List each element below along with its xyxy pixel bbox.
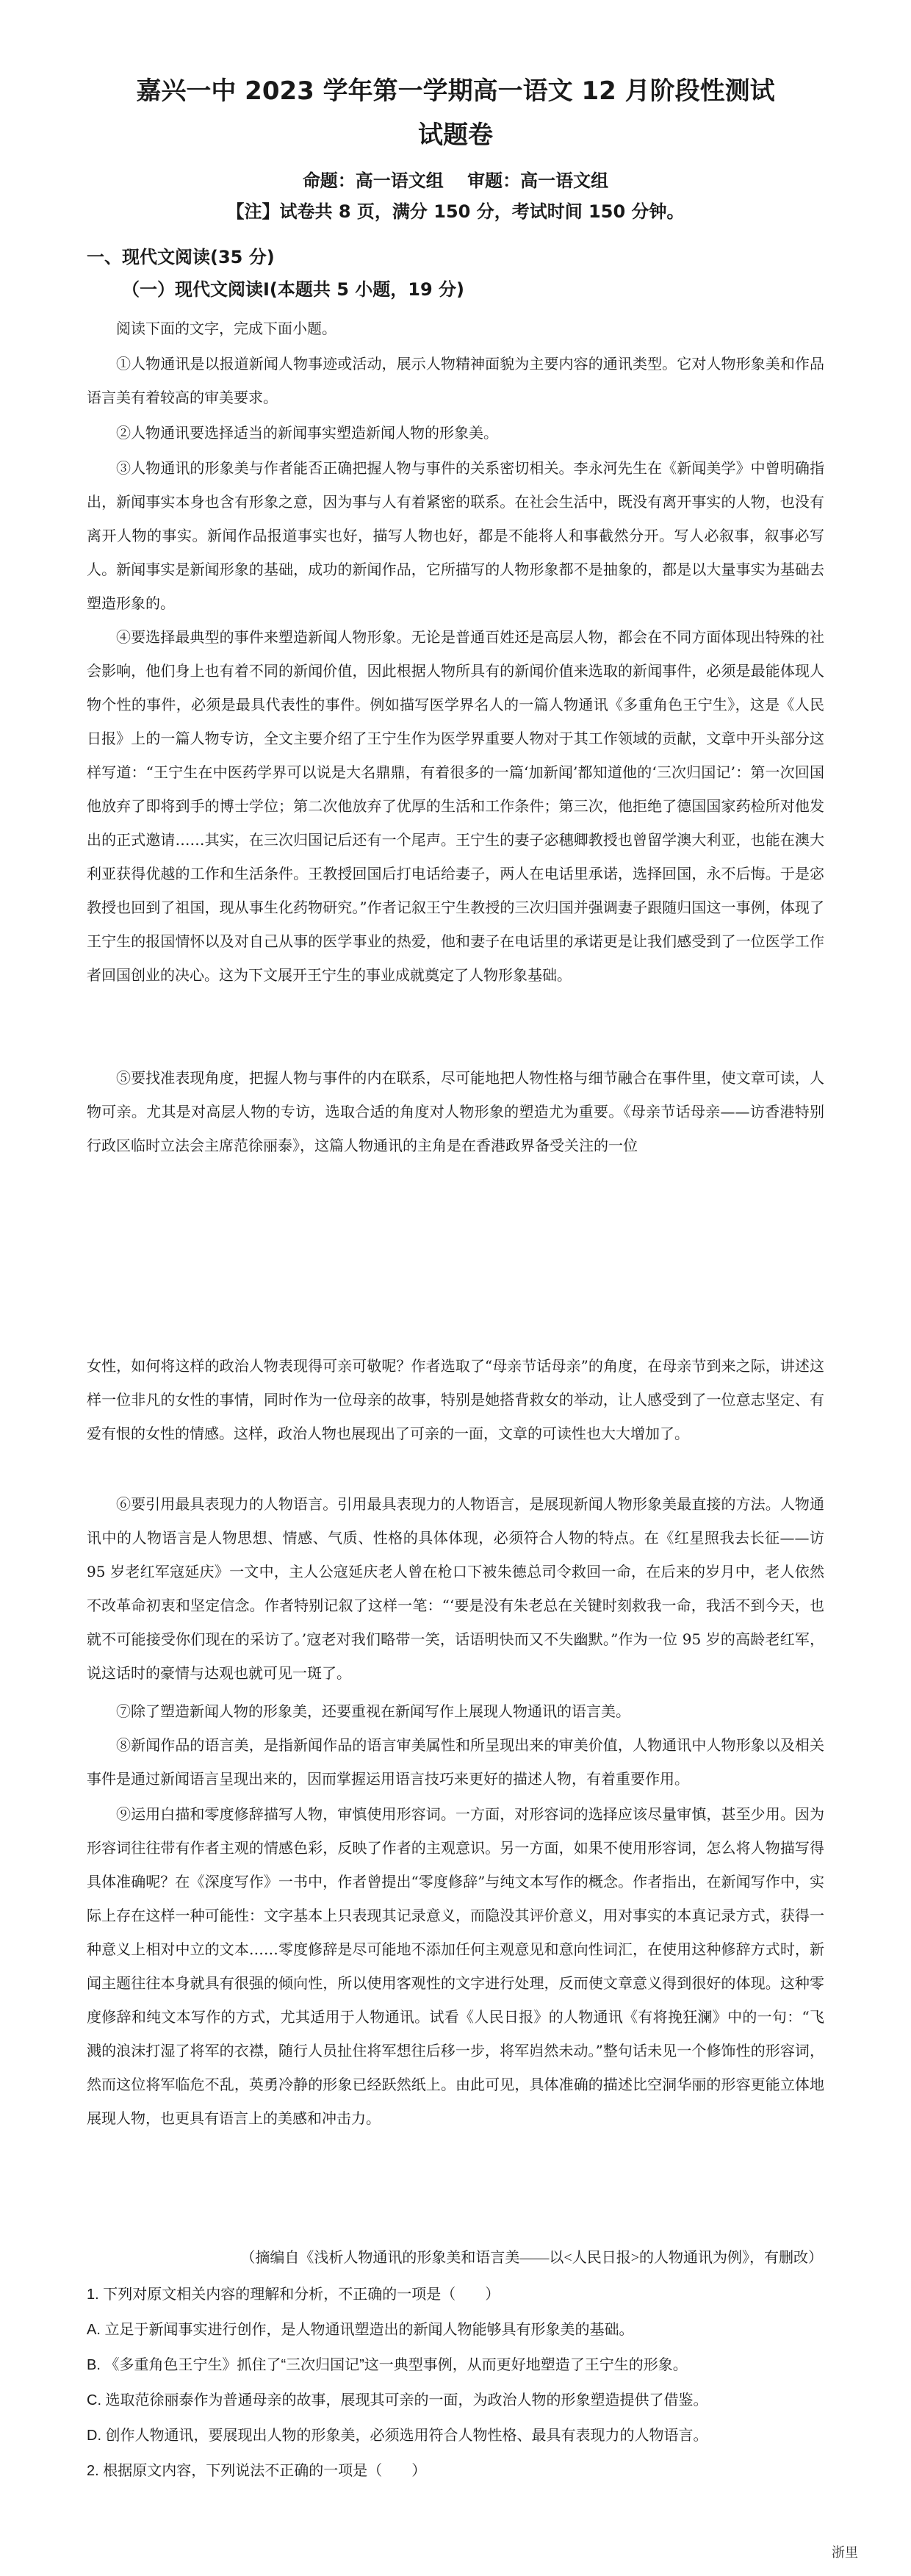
question-1-option-c: C. 选取范徐丽泰作为普通母亲的故事，展现其可亲的一面，为政治人物的形象塑造提供了借鉴。 [87,2392,708,2408]
passage-paragraph-5b: 女性，如何将这样的政治人物表现得可亲可敬呢？作者选取了“母亲节话母亲”的角度，在母亲节到来之际，讲述这样一位非凡的女性的事情，同时作为一位母亲的故事，特别是她搭背救女的举动，让人感受到了一位意志坚定、有爱有恨的女性的情感。这样，政治人物也展现出了可亲的一面，文章的可读性也大大增加了。 [87,1357,824,1442]
passage-paragraph-6: ⑥要引用最具表现力的人物语言。引用最具表现力的人物语言，是展现新闻人物形象美最直接的方法。人物通讯中的人物语言是人物思想、情感、气质、性格的具体体现，必须符合人物的特点。在《红星照我去长征——访 95 岁老红军寇延庆》一文中，主人公寇延庆老人曾在枪口下被朱德总司令救回一命，在后来的岁月中，老人依然不改革命初衷和坚定信念。作者特别记叙了这样一笔：“‘要是没有朱老总在关键时刻救我一命，我活不到今天，也就不可能接受你们现在的采访了。’寇老对我们略带一笑，话语明快而又不失幽默。”作为一位 95 岁的高龄老红军，说这话时的豪情与达观也就可见一斑了。 [87,1495,824,1682]
exam-title: 嘉兴一中 2023 学年第一学期高一语文 12 月阶段性测试 [136,76,775,106]
passage-paragraph-1: ①人物通讯是以报道新闻人物事迹或活动，展示人物精神面貌为主要内容的通讯类型。它对人物形象美和作品语言美有着较高的审美要求。 [87,355,824,406]
exam-authors: 命题：高一语文组 审题：高一语文组 [302,170,609,191]
footer-watermark: 浙里 [832,2545,858,2561]
passage-paragraph-2: ②人物通讯要选择适当的新闻事实塑造新闻人物的形象美。 [116,424,498,442]
passage-paragraph-7: ⑦除了塑造新闻人物的形象美，还要重视在新闻写作上展现人物通讯的语言美。 [116,1702,630,1720]
passage-source: （摘编自《浅析人物通讯的形象美和语言美——以<人民日报>的人物通讯为例》，有删改） [240,2250,823,2266]
exam-note: 【注】试卷共 8 页，满分 150 分，考试时间 150 分钟。 [226,201,685,222]
section-heading: 一、现代文阅读(35 分) [87,247,275,267]
question-1-stem: 1. 下列对原文相关内容的理解和分析，不正确的一项是（ ） [87,2287,500,2303]
passage-instruction: 阅读下面的文字，完成下面小题。 [116,320,336,337]
question-1-option-b: B. 《多重角色王宁生》抓住了“三次归国记”这一典型事例，从而更好地塑造了王宁生的形象。 [87,2357,688,2373]
subsection-heading: （一）现代文阅读Ⅰ(本题共 5 小题，19 分) [122,279,465,300]
question-1-option-d: D. 创作人物通讯，要展现出人物的形象美，必须选用符合人物性格、最具有表现力的人物语言。 [87,2428,708,2444]
exam-subtitle: 试题卷 [418,120,493,150]
passage-paragraph-5a: ⑤要找准表现角度，把握人物与事件的内在联系，尽可能地把人物性格与细节融合在事件里，使文章可读，人物可亲。尤其是对高层人物的专访，选取合适的角度对人物形象的塑造尤为重要。《母亲节话母亲——访香港特别行政区临时立法会主席范徐丽泰》，这篇人物通讯的主角是在香港政界备受关注的一位 [87,1069,824,1154]
passage-paragraph-8: ⑧新闻作品的语言美，是指新闻作品的语言审美属性和所呈现出来的审美价值，人物通讯中人物形象以及相关事件是通过新闻语言呈现出来的，因而掌握运用语言技巧来更好的描述人物，有着重要作用。 [87,1736,824,1788]
question-2-stem: 2. 根据原文内容，下列说法不正确的一项是（ ） [87,2463,427,2479]
passage-paragraph-3: ③人物通讯的形象美与作者能否正确把握人物与事件的关系密切相关。李永河先生在《新闻美学》中曾明确指出，新闻事实本身也含有形象之意，因为事与人有着紧密的联系。在社会生活中，既没有离开事实的人物，也没有离开人物的事实。新闻作品报道事实也好，描写人物也好，都是不能将人和事截然分开。写人必叙事，叙事必写人。新闻事实是新闻形象的基础，成功的新闻作品，它所描写的人物形象都不是抽象的，都是以大量事实为基础去塑造形象的。 [87,459,824,612]
passage-paragraph-9: ⑨运用白描和零度修辞描写人物，审慎使用形容词。一方面，对形容词的选择应该尽量审慎，甚至少用。因为形容词往往带有作者主观的情感色彩，反映了作者的主观意识。另一方面，如果不使用形容词，怎么将人物描写得具体准确呢？在《深度写作》一书中，作者曾提出“零度修辞”与纯文本写作的概念。作者指出，在新闻写作中，实际上存在这样一种可能性：文字基本上只表现其记录意义，而隐没其评价意义，用对事实的本真记录方式，获得一种意义上相对中立的文本……零度修辞是尽可能地不添加任何主观意见和意向性词汇，在使用这种修辞方式时，新闻主题往往本身就具有很强的倾向性，所以使用客观性的文字进行处理，反而使文章意义得到很好的体现。这种零度修辞和纯文本写作的方式，尤其适用于人物通讯。试看《人民日报》的人物通讯《有将挽狂澜》中的一句：“飞溅的浪沫打湿了将军的衣襟，随行人员扯住将军想往后移一步，将军岿然未动。”整句话未见一个修饰性的形容词，然而这位将军临危不乱，英勇冷静的形象已经跃然纸上。由此可见，具体准确的描述比空洞华丽的形容更能立体地展现人物，也更具有语言上的美感和冲击力。 [87,1805,824,2127]
passage-paragraph-4: ④要选择最典型的事件来塑造新闻人物形象。无论是普通百姓还是高层人物，都会在不同方面体现出特殊的社会影响，他们身上也有着不同的新闻价值，因此根据人物所具有的新闻价值来选取的新闻事件，必须是最能体现人物个性的事件，必须是最具代表性的事件。例如描写医学界名人的一篇人物通讯《多重角色王宁生》，这是《人民日报》上的一篇人物专访，全文主要介绍了王宁生作为医学界重要人物对于其工作领域的贡献，文章中开头部分这样写道：“王宁生在中医药学界可以说是大名鼎鼎，有着很多的一篇‘加新闻’都知道他的‘三次归国记’：第一次回国他放弃了即将到手的博士学位；第二次他放弃了优厚的生活和工作条件；第三次，他拒绝了德国国家药检所对他发出的正式邀请……其实，在三次归国记后还有一个尾声。王宁生的妻子宓穗卿教授也曾留学澳大利亚，也能在澳大利亚获得优越的工作和生活条件。王教授回国后打电话给妻子，两人在电话里承诺，选择回国，永不后悔。于是宓教授也回到了祖国，现从事生化药物研究。”作者记叙王宁生教授的三次归国并强调妻子跟随归国这一事例，体现了王宁生的报国情怀以及对自己从事的医学事业的热爱，他和妻子在电话里的承诺更是让我们感受到了一位医学工作者回国创业的决心。这为下文展开王宁生的事业成就奠定了人物形象基础。 [87,628,824,984]
question-1-option-a: A. 立足于新闻事实进行创作，是人物通讯塑造出的新闻人物能够具有形象美的基础。 [87,2322,634,2338]
